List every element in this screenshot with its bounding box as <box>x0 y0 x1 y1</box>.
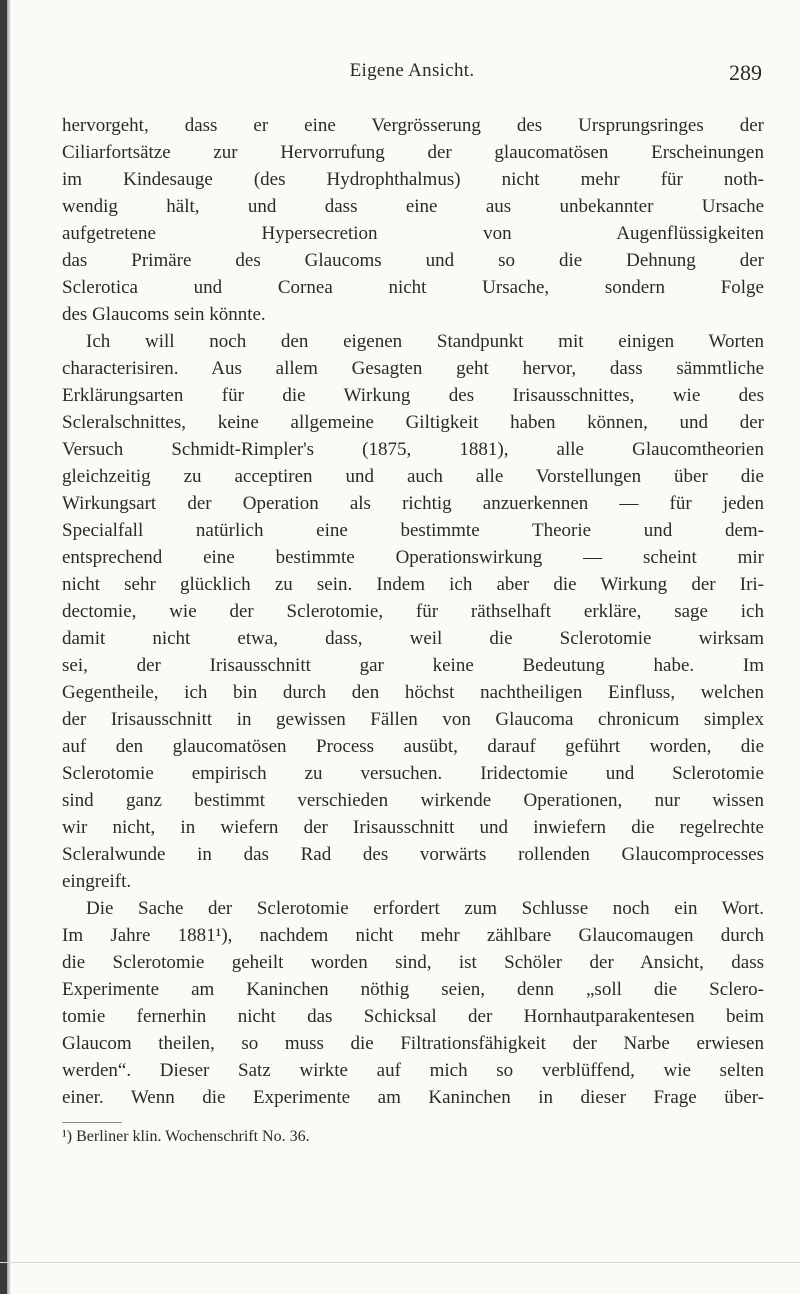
text-line: Scleralschnittes, keine allgemeine Giltigkeit haben können, und der <box>62 412 764 433</box>
text-line: einer. Wenn die Experimente am Kaninchen in dieser Frage über- <box>62 1087 764 1108</box>
page-header <box>62 60 762 90</box>
text-line: die Sclerotomie geheilt worden sind, ist Schöler der Ansicht, dass <box>62 952 764 973</box>
footnote-divider <box>62 1122 122 1123</box>
text-line: Scleralwunde in das Rad des vorwärts rollenden Glaucomprocesses <box>62 844 764 865</box>
text-line: im Kindesauge (des Hydrophthalmus) nicht mehr für noth- <box>62 169 764 190</box>
text-line: wir nicht, in wiefern der Irisausschnitt und inwiefern die regelrechte <box>62 817 764 838</box>
text-line: Die Sache der Sclerotomie erfordert zum Schlusse noch ein Wort. <box>86 898 764 919</box>
text-line: der Irisausschnitt in gewissen Fällen von Glaucoma chronicum simplex <box>62 709 764 730</box>
text-line: damit nicht etwa, dass, weil die Sclerotomie wirksam <box>62 628 764 649</box>
gutter-shadow <box>7 0 11 1294</box>
text-line: werden“. Dieser Satz wirkte auf mich so verblüffend, wie selten <box>62 1060 764 1081</box>
text-line: entsprechend eine bestimmte Operationswirkung — scheint mir <box>62 547 764 568</box>
text-line: gleichzeitig zu acceptiren und auch alle Vorstellungen über die <box>62 466 764 487</box>
text-line: Experimente am Kaninchen nöthig seien, denn „soll die Sclero- <box>62 979 764 1000</box>
text-line: Wirkungsart der Operation als richtig anzuerkennen — für jeden <box>62 493 764 514</box>
text-line: characterisiren. Aus allem Gesagten geht hervor, dass sämmtliche <box>62 358 764 379</box>
text-line: wendig hält, und dass eine aus unbekannter Ursache <box>62 196 764 217</box>
text-line: nicht sehr glücklich zu sein. Indem ich aber die Wirkung der Iri- <box>62 574 764 595</box>
text-line: Gegentheile, ich bin durch den höchst nachtheiligen Einfluss, welchen <box>62 682 764 703</box>
text-line: Sclerotica und Cornea nicht Ursache, sondern Folge <box>62 277 764 298</box>
text-line: das Primäre des Glaucoms und so die Dehnung der <box>62 250 764 271</box>
text-line: hervorgeht, dass er eine Vergrösserung des Ursprungsringes der <box>62 115 764 136</box>
text-line: eingreift. <box>62 871 132 892</box>
text-line: Sclerotomie empirisch zu versuchen. Iridectomie und Sclerotomie <box>62 763 764 784</box>
text-line: Erklärungsarten für die Wirkung des Irisausschnittes, wie des <box>62 385 764 406</box>
page-bottom-edge <box>0 1262 800 1263</box>
text-line: auf den glaucomatösen Process ausübt, darauf geführt worden, die <box>62 736 764 757</box>
text-line: Specialfall natürlich eine bestimmte Theorie und dem- <box>62 520 764 541</box>
text-line: dectomie, wie der Sclerotomie, für räthselhaft erkläre, sage ich <box>62 601 764 622</box>
book-gutter-edge <box>0 0 7 1294</box>
text-line: Ciliarfortsätze zur Hervorrufung der glaucomatösen Erscheinungen <box>62 142 764 163</box>
text-line: tomie fernerhin nicht das Schicksal der Hornhautparakentesen beim <box>62 1006 764 1027</box>
text-line: des Glaucoms sein könnte. <box>62 304 266 325</box>
text-line: sei, der Irisausschnitt gar keine Bedeutung habe. Im <box>62 655 764 676</box>
page-number: 289 <box>729 60 762 85</box>
text-line: Ich will noch den eigenen Standpunkt mit einigen Worten <box>86 331 764 352</box>
footnote: ¹) Berliner klin. Wochenschrift No. 36. <box>62 1128 310 1145</box>
text-line: Glaucom theilen, so muss die Filtrationsfähigkeit der Narbe erwiesen <box>62 1033 764 1054</box>
running-head: Eigene Ansicht. <box>349 60 475 81</box>
body-text <box>62 112 764 1111</box>
text-line: Versuch Schmidt-Rimpler's (1875, 1881), alle Glaucomtheorien <box>62 439 764 460</box>
text-line: Im Jahre 1881¹), nachdem nicht mehr zählbare Glaucomaugen durch <box>62 925 764 946</box>
text-line: aufgetretene Hypersecretion von Augenflüssigkeiten <box>62 223 764 244</box>
text-line: sind ganz bestimmt verschieden wirkende Operationen, nur wissen <box>62 790 764 811</box>
